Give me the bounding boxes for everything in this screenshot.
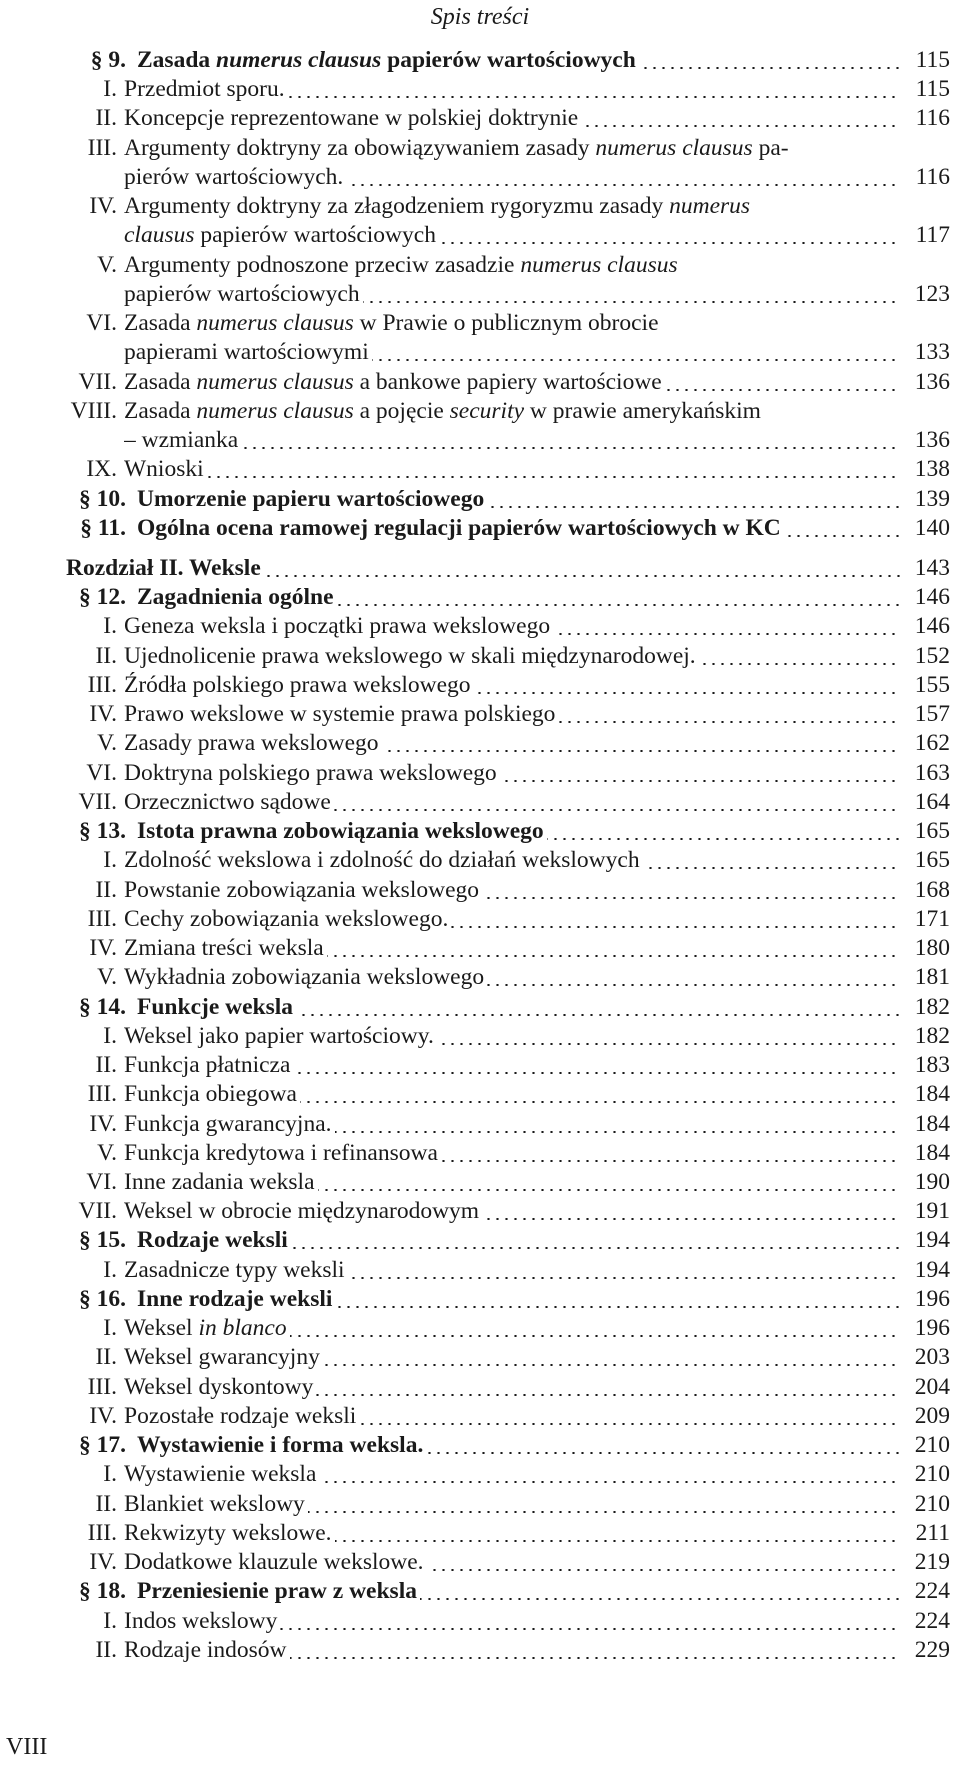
entry-title-text: Argumenty podnoszone przeciw zasadzie numerus clausus [124,252,678,278]
entry-title-text: Cechy zobowiązania wekslowego. [124,906,451,932]
entry-title-text: Ogólna ocena ramowej regulacji papierów wartościowych w KC [137,515,784,541]
entry-page-number: 204 [914,1374,950,1400]
entry-title-text: Zasada numerus clausus w Prawie o publicznym obrocie [124,310,659,336]
roman-numeral: V. [97,730,117,756]
entry-title [124,454,900,484]
toc-entry-section [0,484,960,514]
entry-page-number: 196 [914,1315,950,1341]
entry-title [137,992,900,1022]
entry-title [124,1109,900,1139]
page-number: VIII [6,1734,48,1760]
roman-numeral: VI. [86,310,117,336]
roman-numeral: I. [103,76,117,102]
entry-title-text: Prawo wekslowe w systemie prawa polskiego [124,701,558,727]
toc-entry-sub [0,133,960,163]
entry-title [124,74,900,104]
roman-numeral: V. [97,1140,117,1166]
roman-numeral: I. [103,1461,117,1487]
toc-entry-sub [0,962,960,992]
entry-page-number: 210 [914,1491,950,1517]
entry-page-number: 183 [914,1052,950,1078]
entry-title-text: Rodzaje indosów [124,1637,290,1663]
toc-entry-sub [0,875,960,905]
entry-title-text: clausus papierów wartościowych [124,222,439,248]
entry-title-text: Rozdział II. Weksle [66,555,264,581]
toc-entry-chapter [0,553,960,583]
entry-page-number: 163 [914,760,950,786]
entry-page-number: 184 [914,1111,950,1137]
entry-title-text: Indos wekslowy [124,1608,280,1634]
entry-title [124,933,900,963]
roman-numeral: IV. [89,1549,117,1575]
entry-page-number: 168 [914,877,950,903]
roman-numeral: IV. [89,1403,117,1429]
entry-title-text: papierami wartościowymi [124,339,372,365]
entry-page-number: 210 [914,1461,950,1487]
entry-page-number: 115 [915,47,950,73]
entry-title [124,367,900,397]
toc-entry-section [0,992,960,1022]
entry-title [124,279,900,309]
entry-title-text: Istota prawna zobowiązania wekslowego [137,818,547,844]
entry-page-number: 165 [914,847,950,873]
entry-title-text: Funkcje weksla [137,994,296,1020]
entry-title [137,582,900,612]
roman-numeral: III. [87,1520,117,1546]
entry-title-text: Dodatkowe klauzule wekslowe. [124,1549,427,1575]
entry-page-number: 152 [914,643,950,669]
entry-title-text: Funkcja obiegowa [124,1081,300,1107]
toc-entry-sub [0,74,960,104]
toc-entry-sub [0,1196,960,1226]
entry-page-number: 117 [915,222,950,248]
roman-numeral: IV. [89,701,117,727]
toc-entry-section [0,45,960,75]
toc-entry-sub [0,728,960,758]
entry-title [124,1459,900,1489]
entry-page-number: 181 [914,964,950,990]
entry-title-text: Zasada numerus clausus a pojęcie security w prawie amerykańskim [124,398,761,424]
toc-entry-sub [0,367,960,397]
roman-numeral: VII. [78,789,117,815]
entry-title-text: Rodzaje weksli [137,1227,291,1253]
entry-title [124,220,900,250]
entry-title [137,513,900,543]
roman-numeral: II. [95,1491,117,1517]
entry-title-text: Przeniesienie praw z weksla [137,1578,420,1604]
entry-title [124,875,900,905]
section-marker: § 12. [79,584,126,610]
entry-title-text: Wystawienie i forma weksla. [137,1432,426,1458]
entry-title-text: Blankiet wekslowy [124,1491,308,1517]
running-header: Spis treści [430,4,530,30]
toc-entry-sub [0,1313,960,1343]
entry-title-text: Weksel jako papier wartościowy. [124,1023,437,1049]
entry-title-text: Weksel dyskontowy [124,1374,316,1400]
roman-numeral: II. [95,643,117,669]
roman-numeral: V. [97,964,117,990]
entry-title [124,728,900,758]
toc-entry-sub [0,103,960,133]
entry-page-number: 136 [914,369,950,395]
entry-title-text: Weksel in blanco [124,1315,290,1341]
toc-entry-section [0,1576,960,1606]
entry-title-text: Przedmiot sporu. [124,76,288,102]
toc-entry-sub [0,1635,960,1665]
entry-title [124,1021,900,1051]
entry-page-number: 184 [914,1081,950,1107]
section-marker: § 18. [79,1578,126,1604]
entry-page-number: 136 [914,427,950,453]
roman-numeral: IV. [89,1111,117,1137]
entry-page-number: 180 [914,935,950,961]
entry-page-number: 140 [914,515,950,541]
entry-title [137,816,900,846]
entry-title-text: Weksel gwarancyjny [124,1344,323,1370]
entry-title [124,1489,900,1519]
section-marker: § 9. [90,47,126,73]
entry-page-number: 116 [915,164,950,190]
entry-title [124,845,900,875]
entry-title-text: Geneza weksla i początki prawa wekslowego [124,613,553,639]
entry-title [124,103,900,133]
entry-page-number: 219 [914,1549,950,1575]
entry-title-text: Zdolność wekslowa i zdolność do działań wekslowych [124,847,643,873]
toc-entry-sub [0,191,960,221]
entry-title [124,396,900,426]
entry-page-number: 190 [914,1169,950,1195]
toc-entry-sub [0,1547,960,1577]
entry-page-number: 146 [914,584,950,610]
toc-entry-sub [0,1518,960,1548]
roman-numeral: IX. [86,456,117,482]
entry-title [124,308,900,338]
toc-entry-sub [0,1606,960,1636]
entry-title-text: Doktryna polskiego prawa wekslowego [124,760,500,786]
entry-page-number: 164 [914,789,950,815]
entry-title-text: Funkcja gwarancyjna. [124,1111,335,1137]
section-marker: § 13. [79,818,126,844]
entry-title [124,1342,900,1372]
toc-entry-sub [0,1489,960,1519]
entry-title-text: papierów wartościowych [124,281,363,307]
entry-page-number: 203 [914,1344,950,1370]
entry-title-text: Funkcja płatnicza [124,1052,293,1078]
entry-page-number: 155 [914,672,950,698]
toc-entry-sub [0,611,960,641]
entry-title-text: Weksel w obrocie międzynarodowym [124,1198,482,1224]
roman-numeral: I. [103,1608,117,1634]
entry-title-text: Wystawienie weksla [124,1461,319,1487]
entry-title [137,484,900,514]
toc-entry-sub [0,699,960,729]
entry-title-text: Argumenty doktryny za obowiązywaniem zasady numerus clausus pa- [124,135,789,161]
toc-entry-cont [0,220,960,250]
entry-page-number: 210 [914,1432,950,1458]
roman-numeral: VI. [86,1169,117,1195]
entry-page-number: 143 [914,555,950,581]
entry-title [137,1225,900,1255]
roman-numeral: VI. [86,760,117,786]
roman-numeral: IV. [89,193,117,219]
toc-entry-sub [0,1138,960,1168]
toc-entry-cont [0,337,960,367]
toc-entry-sub [0,1021,960,1051]
roman-numeral: II. [95,105,117,131]
roman-numeral: V. [97,252,117,278]
roman-numeral: III. [87,672,117,698]
entry-page-number: 196 [914,1286,950,1312]
entry-page-number: 139 [914,486,950,512]
entry-page-number: 209 [914,1403,950,1429]
roman-numeral: VIII. [70,398,117,424]
toc-entry-cont [0,162,960,192]
section-marker: § 16. [79,1286,126,1312]
entry-title-text: Umorzenie papieru wartościowego [137,486,487,512]
entry-title [124,1518,900,1548]
entry-page-number: 146 [914,613,950,639]
toc-entry-section [0,816,960,846]
toc-entry-sub [0,641,960,671]
entry-title [124,904,900,934]
entry-page-number: 157 [914,701,950,727]
entry-title [124,611,900,641]
entry-page-number: 165 [914,818,950,844]
entry-title [124,1050,900,1080]
entry-title [124,133,900,163]
section-marker: § 10. [79,486,126,512]
entry-title [124,1255,900,1285]
toc-entry-sub [0,1255,960,1285]
toc-entry-sub [0,250,960,280]
toc-entry-sub [0,1109,960,1139]
entry-page-number: 194 [914,1257,950,1283]
toc-entry-sub [0,670,960,700]
entry-title [137,45,900,75]
entry-title [124,699,900,729]
entry-title [124,1167,900,1197]
entry-title-text: Zasady prawa wekslowego [124,730,382,756]
entry-title [124,787,900,817]
entry-title-text: Inne zadania weksla [124,1169,318,1195]
section-marker: § 11. [80,515,126,541]
entry-page-number: 171 [914,906,950,932]
entry-title-text: Powstanie zobowiązania wekslowego [124,877,482,903]
roman-numeral: III. [87,1374,117,1400]
roman-numeral: II. [95,1637,117,1663]
entry-page-number: 229 [914,1637,950,1663]
roman-numeral: I. [103,1023,117,1049]
section-marker: § 15. [79,1227,126,1253]
entry-title [124,1372,900,1402]
roman-numeral: III. [87,1081,117,1107]
toc-entry-cont [0,425,960,455]
entry-title [124,337,900,367]
entry-title-text: Ujednolicenie prawa wekslowego w skali międzynarodowej. [124,643,699,669]
entry-title [124,1635,900,1665]
entry-title [124,962,900,992]
entry-title [124,1138,900,1168]
roman-numeral: I. [103,1315,117,1341]
toc-entry-section [0,1430,960,1460]
entry-page-number: 115 [915,76,950,102]
entry-title [124,1313,900,1343]
roman-numeral: I. [103,1257,117,1283]
roman-numeral: II. [95,1052,117,1078]
entry-title [124,1196,900,1226]
entry-title-text: Zasada numerus clausus papierów wartościowych [137,47,639,73]
toc-entry-sub [0,1079,960,1109]
entry-title [124,1547,900,1577]
entry-page-number: 184 [914,1140,950,1166]
entry-title-text: Orzecznictwo sądowe [124,789,334,815]
toc-entry-sub [0,1050,960,1080]
entry-page-number: 133 [914,339,950,365]
toc-entry-sub [0,396,960,426]
roman-numeral: II. [95,877,117,903]
entry-title-text: Funkcja kredytowa i refinansowa [124,1140,441,1166]
toc-entry-sub [0,787,960,817]
roman-numeral: VII. [78,369,117,395]
entry-page-number: 211 [915,1520,950,1546]
toc-entry-sub [0,758,960,788]
entry-title [124,425,900,455]
entry-title [124,250,900,280]
entry-page-number: 116 [915,105,950,131]
section-marker: § 14. [79,994,126,1020]
entry-page-number: 182 [914,994,950,1020]
toc-entry-sub [0,1459,960,1489]
roman-numeral: I. [103,613,117,639]
toc-entry-section [0,1284,960,1314]
roman-numeral: II. [95,1344,117,1370]
entry-title-text: Rekwizyty wekslowe. [124,1520,335,1546]
entry-title [124,1606,900,1636]
entry-page-number: 194 [914,1227,950,1253]
entry-title [137,1430,900,1460]
toc-entry-sub [0,845,960,875]
entry-title-text: pierów wartościowych. [124,164,346,190]
entry-title-text: Wnioski [124,456,207,482]
entry-title-text: Pozostałe rodzaje weksli [124,1403,359,1429]
entry-title-text: – wzmianka [124,427,241,453]
section-marker: § 17. [79,1432,126,1458]
entry-page-number: 191 [914,1198,950,1224]
entry-page-number: 224 [914,1578,950,1604]
toc-entry-sub [0,933,960,963]
entry-title-text: Inne rodzaje weksli [137,1286,335,1312]
toc-entry-section [0,582,960,612]
entry-title [137,1576,900,1606]
roman-numeral: I. [103,847,117,873]
toc-entry-sub [0,904,960,934]
toc-entry-sub [0,1342,960,1372]
entry-title-text: Koncepcje reprezentowane w polskiej doktrynie [124,105,581,131]
entry-title [124,191,900,221]
toc-entry-sub [0,1401,960,1431]
entry-title [124,758,900,788]
toc-entry-section [0,513,960,543]
entry-title-text: Źródła polskiego prawa wekslowego [124,672,474,698]
roman-numeral: III. [87,135,117,161]
toc-entry-sub [0,1372,960,1402]
entry-title [137,1284,900,1314]
entry-title [124,1401,900,1431]
roman-numeral: IV. [89,935,117,961]
entry-title-text: Argumenty doktryny za złagodzeniem rygoryzmu zasady numerus [124,193,751,219]
entry-title [124,641,900,671]
entry-page-number: 224 [914,1608,950,1634]
entry-title-text: Zmiana treści weksla [124,935,327,961]
roman-numeral: VII. [78,1198,117,1224]
entry-title-text: Zasada numerus clausus a bankowe papiery wartościowe [124,369,665,395]
roman-numeral: III. [87,906,117,932]
toc-entry-sub [0,1167,960,1197]
entry-page-number: 123 [914,281,950,307]
entry-page-number: 162 [914,730,950,756]
entry-title [66,553,900,583]
entry-title [124,670,900,700]
toc-entry-section [0,1225,960,1255]
entry-title-text: Zasadnicze typy weksli [124,1257,348,1283]
entry-page-number: 138 [914,456,950,482]
toc-entry-sub [0,308,960,338]
entry-title-text: Zagadnienia ogólne [137,584,337,610]
toc-entry-cont [0,279,960,309]
entry-title-text: Wykładnia zobowiązania wekslowego [124,964,487,990]
entry-page-number: 182 [914,1023,950,1049]
entry-title [124,1079,900,1109]
toc-entry-sub [0,454,960,484]
entry-title [124,162,900,192]
